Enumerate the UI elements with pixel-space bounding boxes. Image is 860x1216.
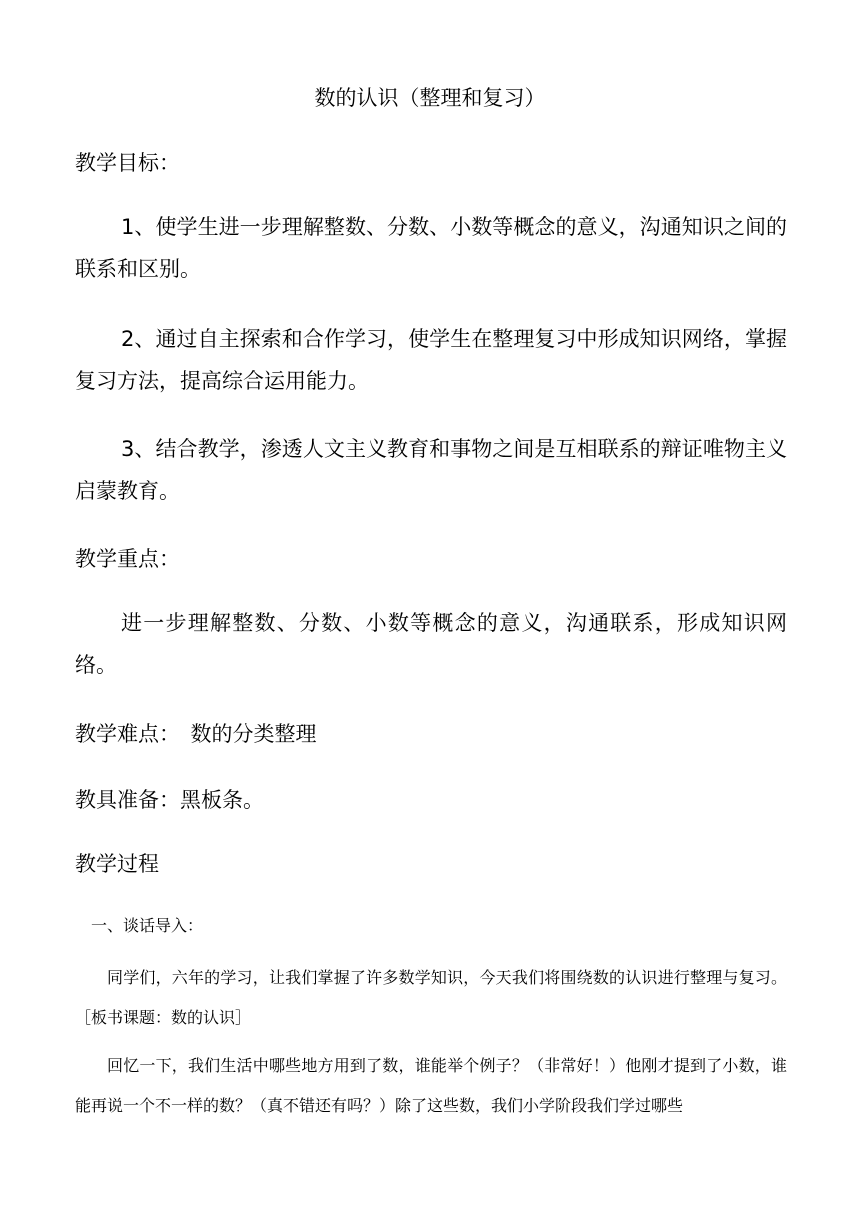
objective-1: 1、使学生进一步理解整数、分数、小数等概念的意义，沟通知识之间的联系和区别。 [75, 215, 787, 281]
difficulty-line: 教学难点： 数的分类整理 [75, 722, 317, 746]
objective-3: 3、结合教学，渗透人文主义教育和事物之间是互相联系的辩证唯物主义启蒙教育。 [75, 437, 787, 503]
process-heading: 教学过程 [75, 852, 159, 876]
paragraph-2: 回忆一下，我们生活中哪些地方用到了数，谁能举个例子？（非常好！）他刚才提到了小数，谁能再说一个不一样的数？（真不错还有吗？）除了这些数，我们小学阶段我们学过哪些 [75, 1056, 787, 1115]
document-title: 数的认识（整理和复习） [314, 86, 546, 110]
materials-line: 教具准备：黑板条。 [75, 788, 264, 812]
key-points-text: 进一步理解整数、分数、小数等概念的意义，沟通联系，形成知识网络。 [75, 611, 787, 677]
paragraph-1: 同学们，六年的学习，让我们掌握了许多数学知识，今天我们将围绕数的认识进行整理与复习。［板书课题：数的认识］ [75, 968, 787, 1027]
objective-2: 2、通过自主探索和合作学习，使学生在整理复习中形成知识网络，掌握复习方法，提高综合运用能力。 [75, 327, 787, 393]
key-points-heading: 教学重点： [75, 547, 180, 571]
objectives-heading: 教学目标： [75, 151, 180, 175]
section-1-heading: 一、谈话导入： [91, 916, 204, 935]
